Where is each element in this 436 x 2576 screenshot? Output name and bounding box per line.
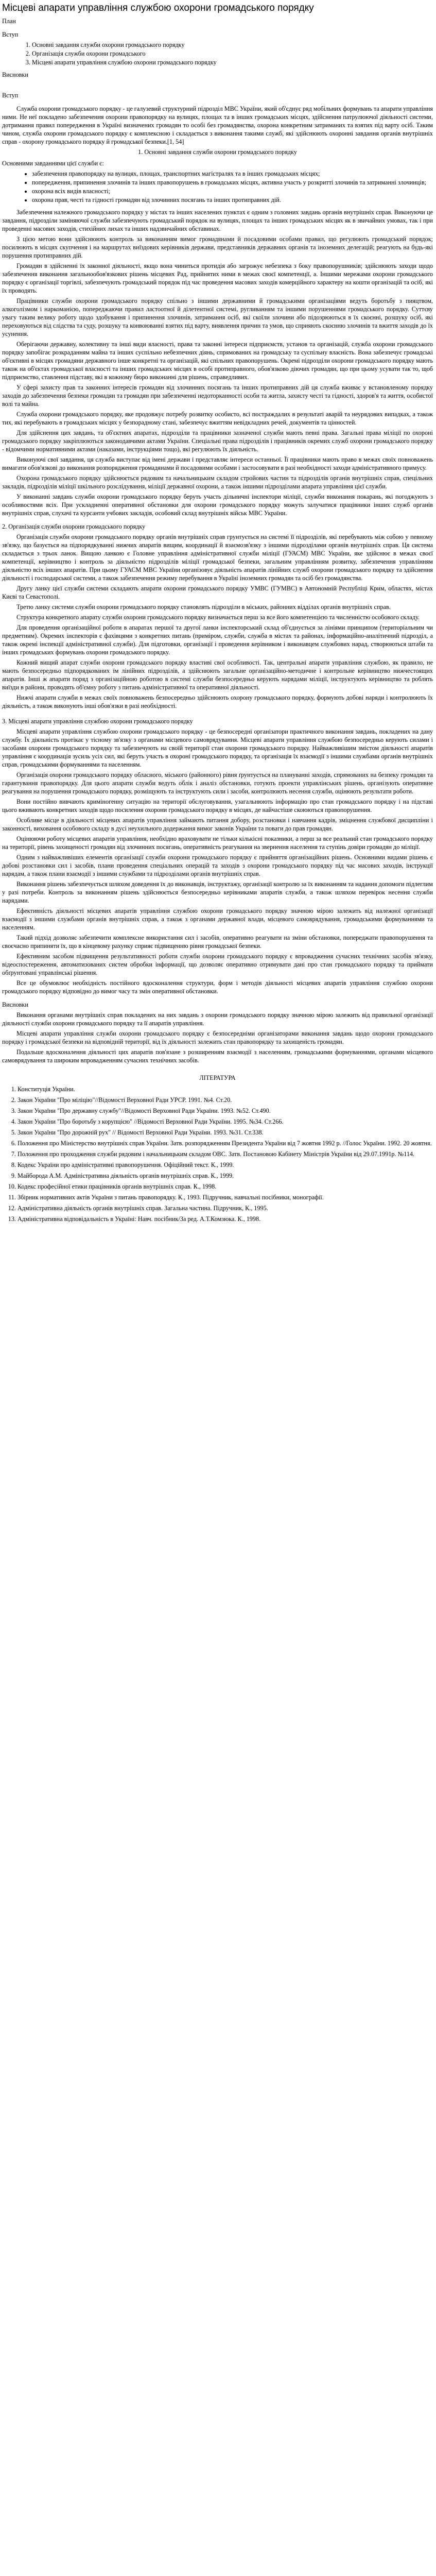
literature-item: 11. Збірник нормативних актів України з питань правопорядку. К., 1993. Підручник, навчальні посібники, монографії. <box>18 1193 433 1201</box>
section3-paragraph: Організація охорони громадського порядку обласного, міського (районного) рівня ґрунтується на плануванні заходів, спрямованих на безпеку громадян та гарантування правопорядку. Для цього апарати служби ведуть облік і аналіз обстановки, готують проекти управлінських рішень, організують оперативне реагування на порушення громадського порядку, розміщують та інструктують сили і засоби, контролюють несення служби, оцінюють результати роботи. <box>2 771 433 795</box>
section1-paragraph: Служба охорони громадського порядку, яке продовжує потребу розвитку особисто, всі постраждалих в результаті аварій та неурядових випадках, а також тих, які перебувають в громадських місцях у безпорадному стані, забезпечує вжиттям невідкладних речей, документів та цінностей. <box>2 411 433 426</box>
conclusions-paragraph: Подальше вдосконалення діяльності цих апаратів пов'язане з розширенням взаємодії з населенням, громадськими формуваннями, органами місцевого самоврядування та широким впровадженням сучасних технічних засобів. <box>2 1048 433 1064</box>
document <box>0 0 436 1241</box>
section3-paragraph: Місцеві апарати управління службою охорони громадського порядку - це безпосередні організатори практичного виконання завдань, покладених на дану службу. Їх діяльність протікає у тісному зв'язку з органами місцевого самоврядування. Місцеві апарати управління службою безпосередньо керують силами і засобами охорони громадського порядку та забезпечують на своїй території стан охорони громадського порядку. Найважливішим змістом діяльності апаратів управління є координація зусиль усіх сил, які беруть участь в охороні громадського порядку, та організація їх взаємодії з іншими службами органів внутрішніх справ, громадськими формуваннями та населенням. <box>2 728 433 768</box>
section3-paragraph: Все це обумовлює необхідність постійного вдосконалення структури, форм і методів діяльності місцевих апаратів управління службою охорони громадського порядку відповідно до вимог часу та змін оперативної обстановки. <box>2 979 433 995</box>
section2-paragraph: Нижчі апарати служби в межах своїх повноважень безпосередньо здійснюють охорону громадського порядку, формують добові наряди і контролюють їх діяльність, а також виконують інші обов'язки в разі необхідності. <box>2 694 433 709</box>
page-title: Місцеві апарати управління службою охорони громадського порядку <box>2 3 314 13</box>
section1-bullet-list <box>2 170 433 204</box>
plan-item: 1. Основні завдання служби охорони громадського порядку <box>32 41 433 49</box>
literature-item: 3. Закон України "Про державну службу"//Відомості Верховної Ради України. 1993. №52. Ст.490. <box>18 1107 433 1115</box>
conclusions-paragraph: Місцеві апарати управління служби охорони громадського порядку є безпосередніми організаторами виконання завдань щодо охорони громадського порядку і громадської безпеки на відповідній території, від їх діяльності залежить стан правопорядку та захищеність громадян. <box>2 1030 433 1045</box>
plan-label: План <box>2 18 16 25</box>
section1-paragraph: Громадян в здійсненні їх законної діяльності, якщо вона чиниться протидія або загрожує небезпека з боку правопорушників; здійснюють заходи щодо забезпечення виконання загальнообов'язкових рішень місцевих Рад, прийнятих ними в межах своєї компетенції, а. Іншими мережами охорони громадського порядку є організації торгівлі, забезпечують громадський порядок під час проведення масових заходів комерційного характеру на кошти організацій та осіб, які їх проводять. <box>2 262 433 294</box>
section2-heading: 2. Організація служби охорони громадського порядку <box>2 523 146 530</box>
conclusions-heading: Висновки <box>2 1001 28 1008</box>
section2-paragraph: Для проведення організаційної роботи в апаратах першої та другої ланки інспекторський склад об'єднується за лініями принципом (територіальним чи предметним). Окремих інспекторів є фахівцями з конкретних питань (приміром, служби, служба в містах та районах, інформаційно-аналітичний підрозділ, а також окремі інспекції адміністративної служби). Для підготовки, організації і проведення керівником і виконавцем службових нарад, створюються штаби та інших громадських формувань охорони громадського порядку. <box>2 624 433 656</box>
section1-bullet: • попередження, припинення злочинів та інших правопорушень в громадських місцях, активна участь у розкритті злочинів та затриманні злочинців; <box>32 178 433 187</box>
conclusions-body <box>2 1011 433 1064</box>
section2-paragraph: Структура конкретного апарату служби охорони громадського порядку визначається перш за все його компетенцією та численністю особового складу. <box>16 614 420 621</box>
section1-paragraph: Працівники служби охорони громадського порядку спільно з іншими державними й громадськими організаціями ведуть боротьбу з пияцтвом, алкоголізмом і наркоманією, попереджаючи правил ластоотної й ділетентної системі, ругливанням та іншими порушеннями громадського порядку. Суттєву увагу таким велику роботу щодо здобування і припинення злочинів, затримання осіб, які скоїли злочини або підозрюються в їх скоєнні, розшуку осіб, які переховуються від слідства та суду, розшуку та конвоюванні взятих під варту, виявлення причин та умов, що сприяють скоєнню злочинів та вжиття заходів до їх усунення. <box>2 297 433 337</box>
section1-paragraph: З цією метою вони здійснюють контроль за виконанням вимог громадянами й посадовими особами правил, що регулюють громадський порядок; посилюють в місцях скупчення і на маршрутах виїздових керівників держави, представників державних органів та іноземних делегацій; реагують на будь-які порушення протиправних дій. <box>2 235 433 259</box>
literature-item: 13. Адміністративна відповідальність в Україні: Навч. посібник/За ред. А.Т.Комзюка. К., 1998. <box>18 1215 433 1223</box>
literature-item: 1. Конституція України. <box>18 1085 433 1093</box>
section2-paragraph: Організація служби охорони громадського порядку органів внутрішніх справ грунтується на системі її підрозділів, які перебувають між собою у певному зв'язку, що базується на підпорядкуванні нижчих апаратів вищим, координації й взаємозв'язку з іншими підрозділами органів внутрішніх справ. Ця система складається з трьох ланок. Вищою ланкою є Головне управління адміністративної служби міліції (ГУАСМ) МВС України, яке здійснює в межах своєї компетенції, керівництво і контроль за діяльністю підрозділів міліції громадської безпеки, загальним управлінням розвитку, забезпечення управлінням діяльністю всіх інших апаратів. При цьому ГУАСМ МВС України організовує діяльність апаратів лінійних служб охорони громадського порядку та здійснення діяльності і господарської системи, а також забезпечення режиму перебування в Україні іноземних громадян та осіб без громадянства. <box>2 533 433 582</box>
plan-list <box>2 41 433 66</box>
section1-paragraph: Для здійснення цих завдань, та об'єктних апаратах, підрозділи та працівники зазначеної служби мають певні права. Загальні права міліції по охороні громадського порядку закріплюються законодавчими актами України. Спеціальні права підрозділів і працівників окремих служб охорони громадського порядку - відомчими нормативними актами (наказами, інструкціями тощо), які регулюють їх діяльність. <box>2 429 433 453</box>
section3-paragraph: Виконання рішень забезпечується шляхом доведення їх до виконавців, інструктажу, організації контролю за їх виконанням та надання допомоги підлеглим у разі потреби. Контроль за виконанням рішень здійснюється безпосередньо керівниками апаратів служби, а також шляхом перевірок несення служби нарядами. <box>2 880 433 904</box>
section2-paragraph: Кожний вищий апарат служби охорони громадського порядку властиві свої особливості. Так, центральні апарати управління службою, як правило, не мають безпосередньо підпорядкованих їм лінійних підрозділів, а здійснюють загальне організаційно-методичне і контрольне керівництво нижчестоящих апаратів. Інші ж апарати поряд з організаційною роботою в системі служби безпосередньо керують нарядами міліції, інструктують керівництво та роблять виїзди в райони, проводять об'ємну роботу з питань адміністративної та оперативної діяльності. <box>2 659 433 691</box>
literature-item: 2. Закон України "Про міліцію"//Відомості Верховної Ради УРСР. 1991. №4. Ст.20. <box>18 1096 433 1104</box>
conclusions-paragraph: Виконання органами внутрішніх справ покладених на них завдань з охорони громадського порядку значною мірою залежить від правильної організації діяльності служби охорони громадського порядку та її апаратів управління. <box>2 1011 433 1027</box>
literature-heading: ЛІТЕРАТУРА <box>199 1074 236 1081</box>
plan-item: 3. Місцеві апарати управління службою охорони громадського порядку <box>32 58 433 66</box>
section1-body <box>2 208 433 517</box>
section2-paragraph: Другу ланку цієї служби системи складають апарати охорони громадського порядку УМВС (ГУМВС) в Автономній Республіці Крим, областях, містах Києві та Севастополі. <box>2 585 433 600</box>
literature-item: 4. Закон України "Про боротьбу з корупцією" //Відомості Верховної Ради України. 1995. №34. Ст.266. <box>18 1117 433 1126</box>
literature-item: 6. Положення про Міністерство внутрішніх справ України. Затв. розпорядженням Президента України від 7 жовтня 1992 р. //Голос України. 1992. 20 жовтня. <box>18 1139 433 1147</box>
literature-list <box>2 1085 433 1223</box>
section1-bullet: • охорона прав, честі та гідності громадян від злочинних посягань та інших протиправних дій. <box>32 196 433 204</box>
section3-paragraph: Особливе місце в діяльності місцевих апаратів управління займають питання добору, розстановки і навчання кадрів, зміцнення службової дисципліни і законності, виховання особового складу в дусі неухильного додержання вимог законів України та поваги до прав громадян. <box>2 817 433 832</box>
literature-item: 5. Закон України "Про дорожній рух" // Відомості Верховної Ради України. 1993. №31. Ст.338. <box>18 1128 433 1137</box>
plan-intro-label: Вступ <box>2 31 19 38</box>
section3-paragraph: Ефективність діяльності місцевих апаратів управління службою охорони громадського порядку значною мірою залежить від належної організації взаємодії з іншими службами органів внутрішніх справ, а також з органами державної влади, місцевого самоврядування, громадськими формуваннями та населенням. <box>2 907 433 931</box>
section3-paragraph: Такий підхід дозволяє забезпечити комплексне використання сил і засобів, оперативно реагувати на зміни обстановки, попереджати правопорушення та своєчасно припиняти їх, що в кінцевому рахунку сприяє підвищенню рівня громадської безпеки. <box>2 934 433 950</box>
literature-item: 12. Адміністративна діяльність органів внутрішніх справ. Загальна частина. Підручник, К., 1995. <box>18 1204 433 1212</box>
section1-paragraph: Виконуючі свої завдання, ця служба виступає від імені держави і представляє інтереси останньої. Її працівники мають право в межах своїх повноважень вимагати обов'язкові до виконання розпорядження громадянами й посадовими особами і застосовувати в разі необхідності заходи адміністративного примусу. <box>2 456 433 471</box>
section1-paragraph: Оберігаючи державну, колективну та інші види власності, права та законні інтереси підприємств, установ та організацій, служба охорони громадського порядку запобігає розкраданням майна та інших суспільно небезпечних діянь, спрямованих на громадську та суспільну власність. Вона забезпечує громадські об'єктивні в місцях громадяни державного інше конкретні та організацій, які спільних правопорушень. Окремі підрозділи охорони громадського порядку мають також на об'єктах громадської власності та інших громадських місцях в особі протиправного, обов'язково діючих громадян, що при цьому усувати так то, щоб підприємство, ставлення підставу, які в кожному бюро виконанні для рішень, справедливих. <box>2 341 433 381</box>
section1-paragraph: Охорона громадського порядку здійснюється рядовим та начальницьким складом стройових частин та підрозділів органів внутрішніх справ, спецільних закладів, підрозділів міліції шкільного розслідування, міліції державної охорони, а також іншими підрозділами апарата управління цієї служби. <box>2 474 433 490</box>
section1-bullet: • охорона всіх видів власності; <box>32 187 433 195</box>
intro-heading: Вступ <box>2 92 19 99</box>
literature-item: 9. Майборода А.М. Адміністративна діяльність органів внутрішніх справ. К., 1999. <box>18 1172 433 1180</box>
section3-paragraph: Ефективним засобом підвищення результативності роботи служби охорони громадського порядку є впровадження сучасних технічних засобів зв'язку, відеоспостереження, автоматизованих систем обробки інформації, що дозволяє оперативно отримувати дані про стан громадського порядку та приймати обґрунтовані управлінські рішення. <box>2 953 433 976</box>
section2-body <box>2 533 433 710</box>
intro-paragraph: Служба охорони громадського порядку - це галузевий структурний підрозділ МВС України, який об'єднує ряд мобільних формувань та апарати управління ними. Не неї покладено забезпечення охорони правопорядку на вулицях, площах та в інших громадських місцях, здійснення патрулюючої діяльності системи, дотримання правил попередження в Україні визначених громадян то особі без громадянства, охорона конкретним затриманих та взятих під варту осіб. Таким чином, служба охорони громадського порядку є комплексною і складається з виконання такими служб, які здійснюють охоронні завдання органів внутрішніх справ - охорону громадського порядку й громадської безпеки.[1, 54] <box>2 105 433 145</box>
section1-paragraph: У сфері захисту прав та законних інтересів громадян від злочинних посягань та інших протиправних дій ця служба вживає у встановленому порядку заходів до забезпечення безпеки громадян та громадян при забезпеченні недоторканності особи та житла, захисту честі та гідності, здоров'я та життя, особистої волі та майна. <box>2 384 433 408</box>
section3-paragraph: Одним з найважливіших елементів організації служби охорони громадського порядку є прийняття організаційних рішень. Основними видами рішень є добові розстановки сил і засобів, плани проведення спеціальних операцій та заходів з охорони громадського порядку під час масових заходів, інструкції нарядам, а також плани взаємодії з іншими службами та підрозділами органів внутрішніх справ. <box>2 854 433 877</box>
section3-body <box>2 727 433 995</box>
section3-paragraph: Вони постійно вивчають криміногенну ситуацію на території обслуговування, узагальнюють інформацію про стан громадського порядку і на підставі цього вживають конкретних заходів щодо посилення охорони громадського порядку в місцях, де найчастіше скоюються правопорушення. <box>2 798 433 814</box>
literature-item: 7. Положення про проходження служби рядовим і начальницьким складом ОВС. Затв. Постановою Кабінету Міністрів України від 29.07.1991р. №114. <box>18 1150 433 1158</box>
section2-paragraph: Третю ланку системи служби охорони громадського порядку становлять підрозділи в міських, районних відділах органів внутрішніх справ. <box>16 603 391 611</box>
section1-paragraph: Забезпечення належного громадського порядку у містах та інших населених пунктах є одним з головних завдань органів внутрішніх справ. Виконуючи це завдання, підрозділи заміняючої служби забезпечують громадський порядок на вулицях, площах та інших громадських місцях як в звичайних умовах, так і при проведенні масових заходів, стихійних лихах та інших надзвичайних обставинах. <box>2 209 433 232</box>
literature-item: 10. Кодекс професійної етики працівників органів внутрішніх справ. К., 1998. <box>18 1182 433 1191</box>
intro-body <box>2 105 433 146</box>
section1-heading: 1. Основні завдання служби охорони громадського порядку <box>138 148 297 156</box>
section3-paragraph: Оцінюючи роботу місцевих апаратів управління, необхідно враховувати не тільки кількісні показники, а перш за все реальний стан громадського порядку на території, рівень захищеності громадян від злочинних посягань, оперативність реагування на звернення населення та ступінь довіри громадян до міліції. <box>2 835 433 851</box>
plan-conclusions-label: Висновки <box>2 71 28 78</box>
section1-paragraph: У виконанні завдань служби охорони громадського порядку беруть участь дільничні інспектори міліції, служби виконання покарань, які погоджують з особливостями всіх. При ускладненні оперативної обстановки для охорони громадського порядку можуть залучатися працівники інших служб органів внутрішніх справ, слухачі та курсанти учбових закладів, особовий склад внутрішніх військ МВС України. <box>2 493 433 517</box>
section1-bullet: • забезпечення правопорядку на вулицях, площах, транспортних магістралях та в інших громадських місцях; <box>32 170 433 178</box>
section3-heading: 3. Місцеві апарати управління службою охорони громадського порядку <box>2 718 193 725</box>
plan-item: 2. Організація служби охорони громадського <box>32 49 433 58</box>
literature-item: 8. Кодекс України про адміністративні правопорушення. Офіційний текст. К., 1999. <box>18 1161 433 1169</box>
section1-lead: Основними завданнями цієї служби є: <box>2 160 104 167</box>
